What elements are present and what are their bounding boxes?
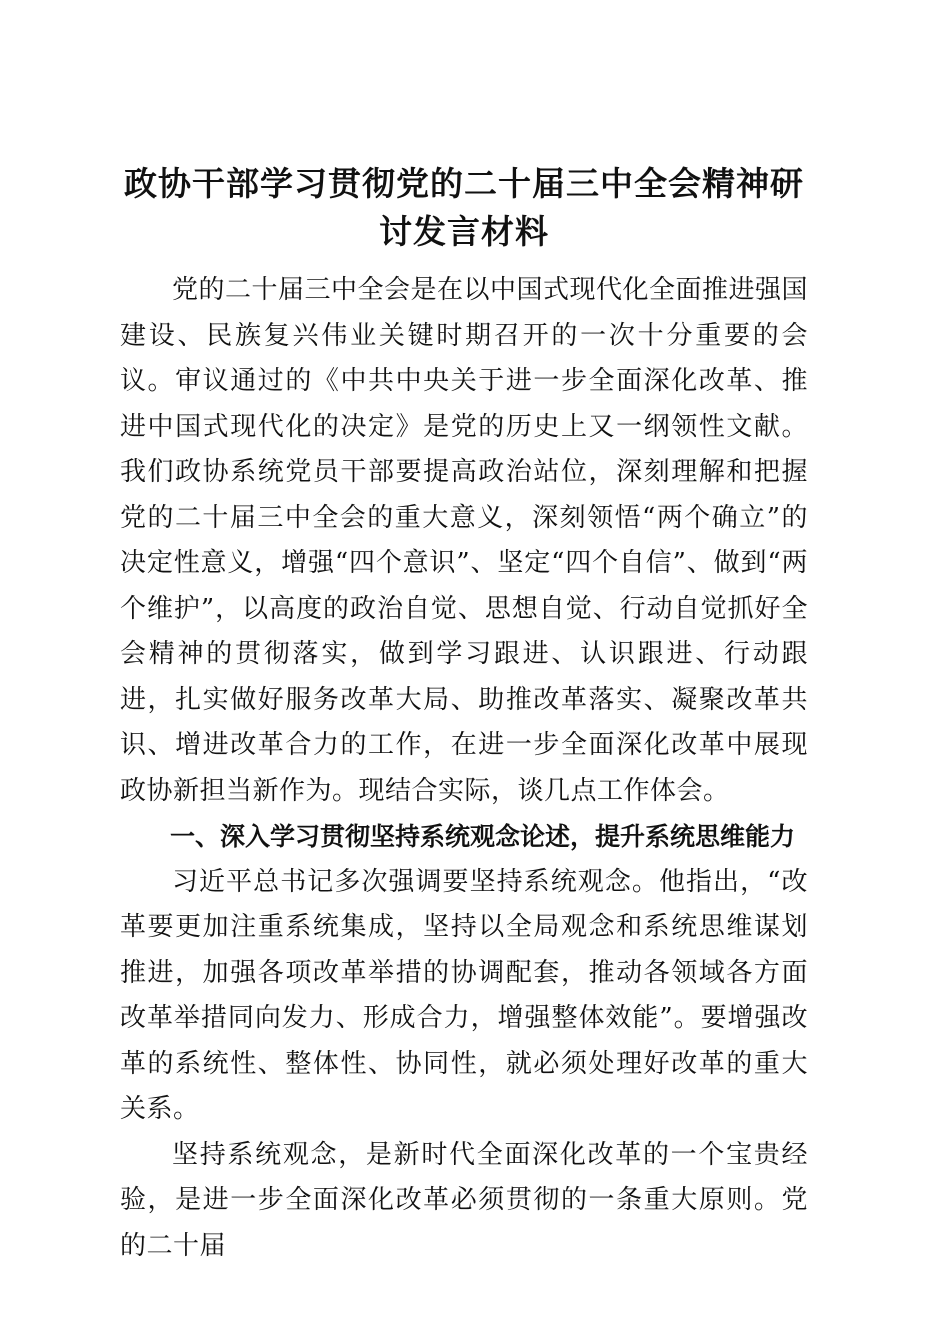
paragraph-intro: 党的二十届三中全会是在以中国式现代化全面推进强国建设、民族复兴伟业关键时期召开的一次十分重要的会议。审议通过的《中共中央关于进一步全面深化改革、推进中国式现代化的决定》是党的历史上又一纲领性文献。我们政协系统党员干部要提高政治站位，深刻理解和把握党的二十届三中全会的重大意义，深刻领悟“两个确立”的决定性意义，增强“四个意识”、坚定“四个自信”、做到“两个维护”，以高度的政治自觉、思想自觉、行动自觉抓好全会精神的贯彻落实，做到学习跟进、认识跟进、行动跟进，扎实做好服务改革大局、助推改革落实、凝聚改革共识、增进改革合力的工作，在进一步全面深化改革中展现政协新担当新作为。现结合实际，谈几点工作体会。: [120, 275, 809, 806]
title-line-1: 政协干部学习贯彻党的二十届三中全会精神研: [124, 164, 804, 203]
paragraph-section1-b: 坚持系统观念，是新时代全面深化改革的一个宝贵经验，是进一步全面深化改革必须贯彻的一条重大原则。党的二十届: [120, 1139, 808, 1261]
section-heading-1: 一、深入学习贯彻坚持系统观念论述，提升系统思维能力: [170, 822, 796, 851]
document-page: [120, 160, 808, 1269]
title-line-2: 讨发言材料: [379, 212, 549, 251]
paragraph-section1-a: 习近平总书记多次强调要坚持系统观念。他指出，“改革要更加注重系统集成，坚持以全局观念和系统思维谋划推进，加强各项改革举措的协调配套，推动各领域各方面改革举措同向发力、形成合力，增强整体效能”。要增强改革的系统性、整体性、协同性，就必须处理好改革的重大关系。: [120, 866, 808, 1124]
document-title: [120, 160, 808, 256]
